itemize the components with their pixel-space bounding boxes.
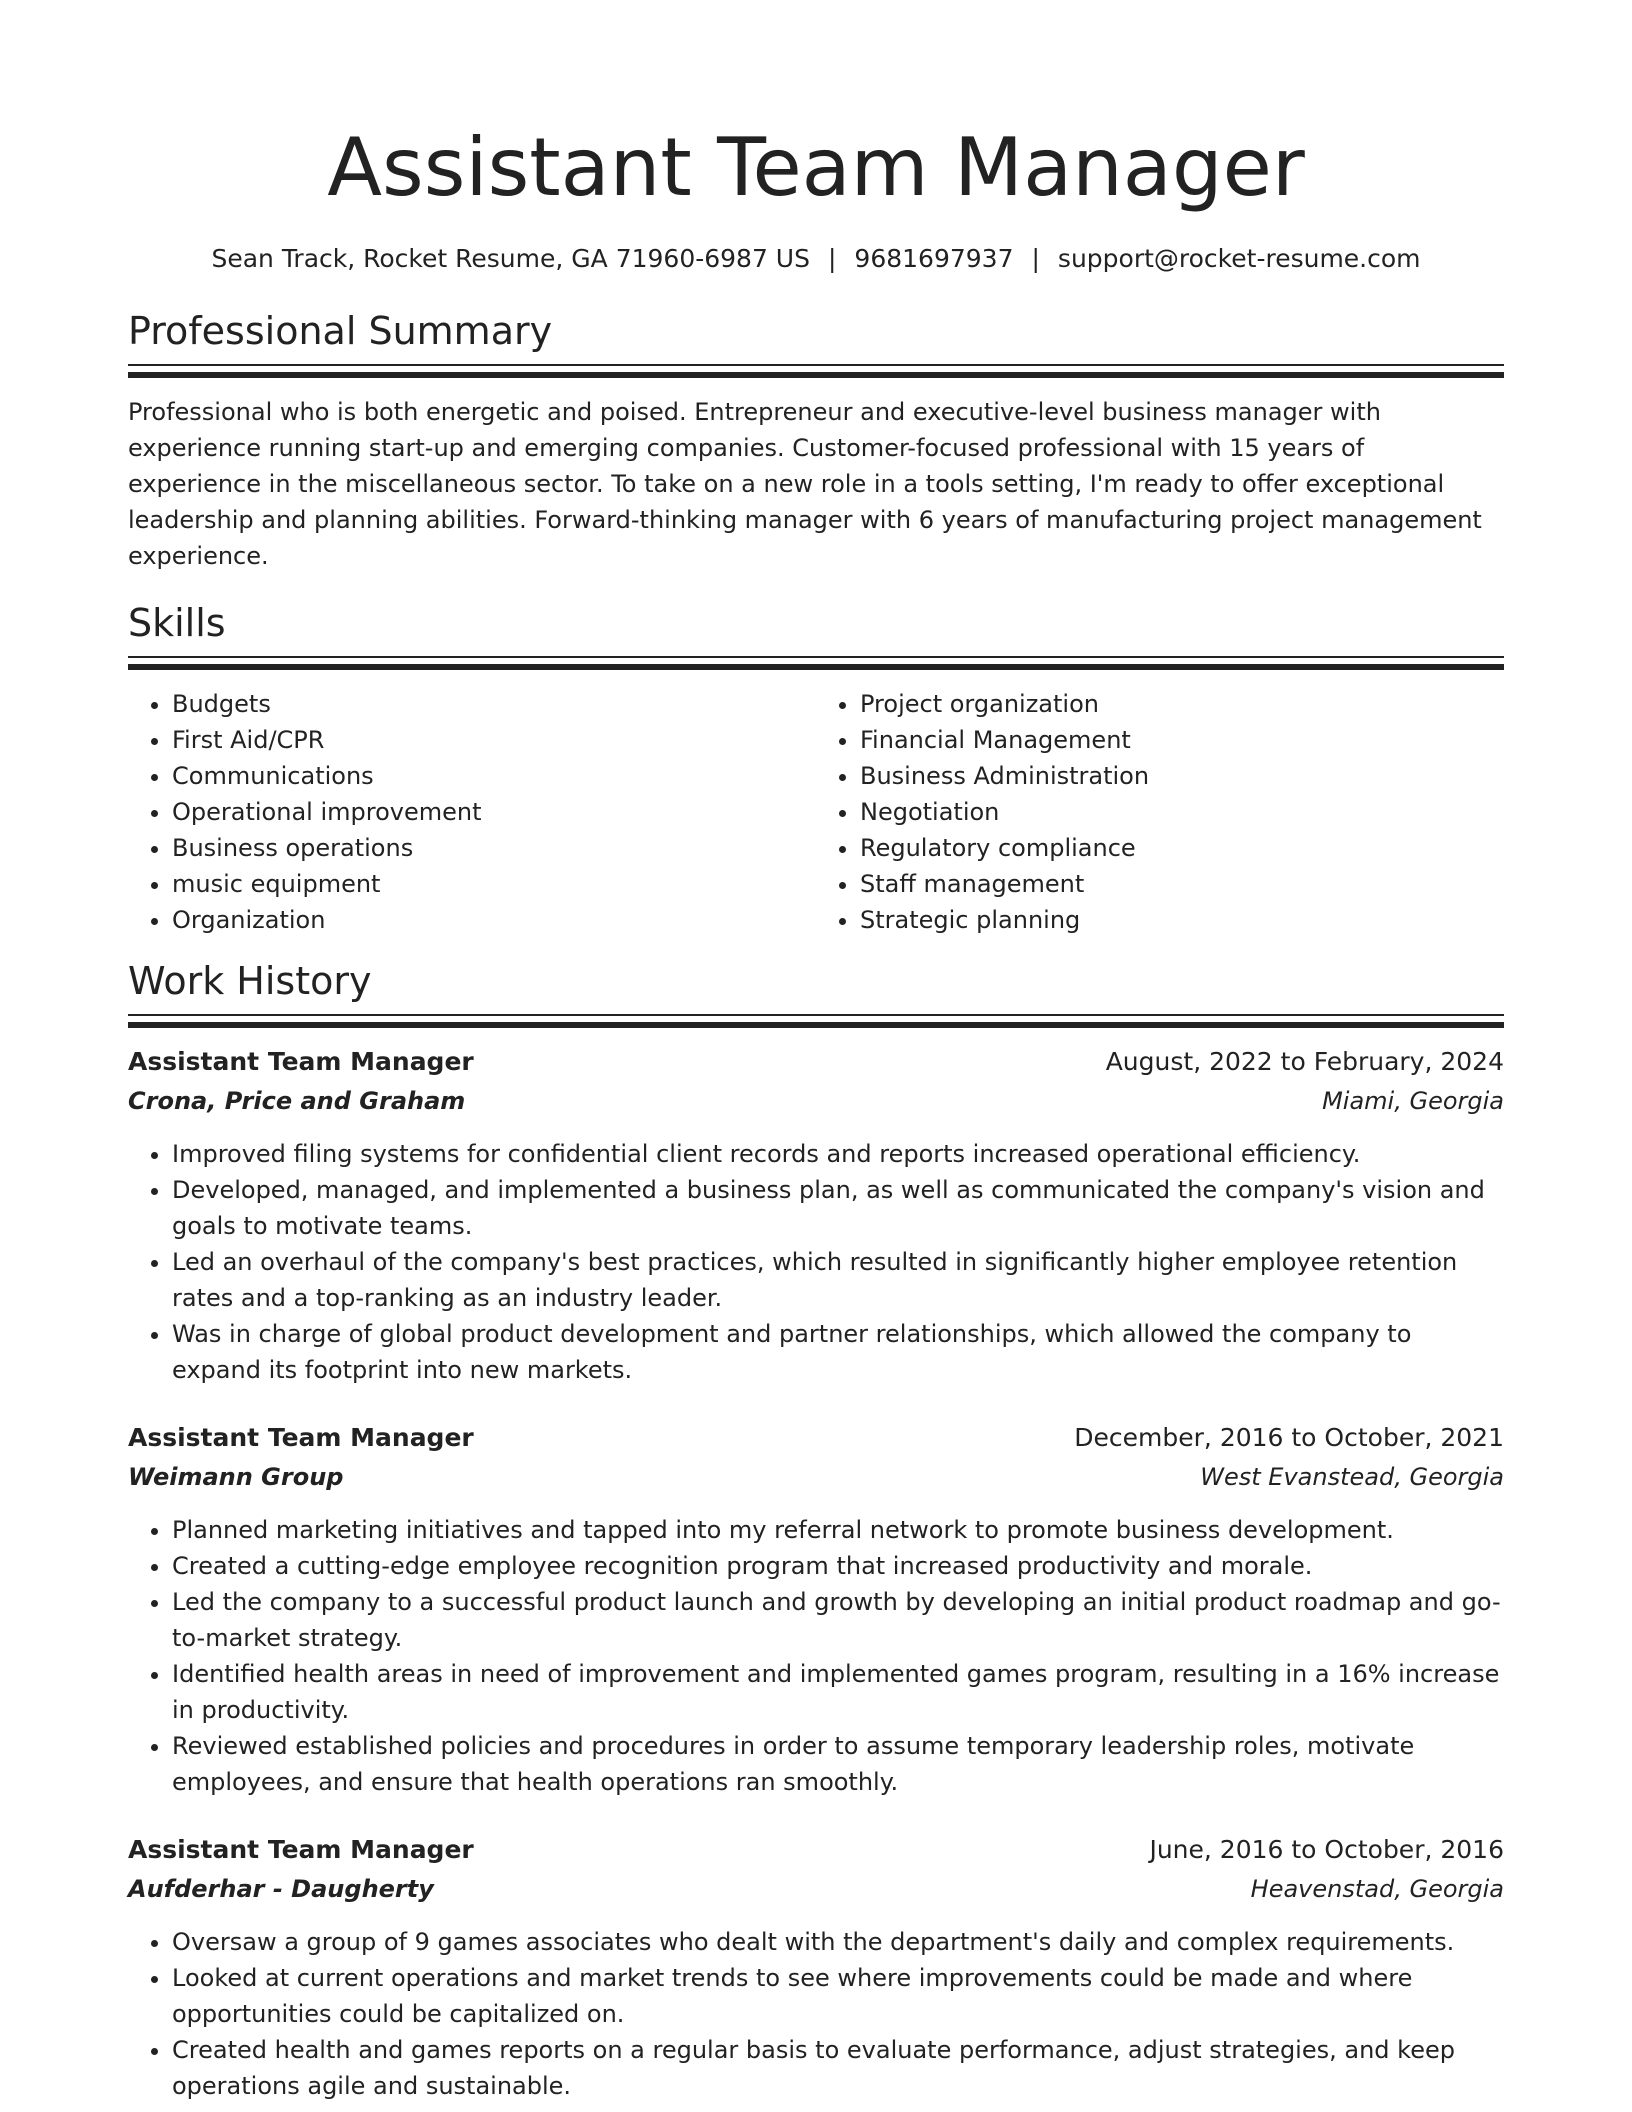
job-entry: [128, 1832, 1504, 2104]
job-subheader: [128, 1460, 1504, 1494]
skill-item: • Business operations: [172, 830, 816, 866]
skill-item: • Communications: [172, 758, 816, 794]
skills-columns: [128, 686, 1504, 938]
job-location: Miami, Georgia: [1322, 1087, 1504, 1115]
contact-phone: 9681697937: [854, 244, 1014, 273]
job-location: Heavenstad, Georgia: [1250, 1875, 1504, 1903]
job-bullet: • Led the company to a successful product launch and growth by developing an initial product roadmap and go-to-market strategy.: [172, 1584, 1504, 1656]
job-bullets: [128, 1136, 1504, 1388]
job-bullet: • Developed, managed, and implemented a business plan, as well as communicated the company's vision and goals to motivate teams.: [172, 1172, 1504, 1244]
job-bullet: • Improved filing systems for confidential client records and reports increased operational efficiency.: [172, 1136, 1504, 1172]
job-company: Crona, Price and Graham: [128, 1087, 466, 1115]
skill-item: • Organization: [172, 902, 816, 938]
skill-item: • First Aid/CPR: [172, 722, 816, 758]
section-divider: [128, 364, 1504, 378]
skill-item: • Budgets: [172, 686, 816, 722]
skill-item: • Negotiation: [860, 794, 1504, 830]
work-title: Work History: [128, 959, 372, 1003]
job-bullet: • Created health and games reports on a regular basis to evaluate performance, adjust strategies, and keep operations agile and sustainable.: [172, 2032, 1504, 2104]
job-location: West Evanstead, Georgia: [1200, 1463, 1504, 1491]
job-title: Assistant Team Manager: [128, 1047, 474, 1076]
contact-line: [128, 242, 1504, 276]
skill-item: • Strategic planning: [860, 902, 1504, 938]
skills-list-right: [816, 686, 1504, 938]
job-subheader: [128, 1084, 1504, 1118]
summary-section: [128, 308, 1504, 574]
job-header: [128, 1044, 1504, 1080]
skill-item: • Project organization: [860, 686, 1504, 722]
contact-separator: |: [1031, 244, 1040, 273]
job-company: Aufderhar - Daugherty: [128, 1875, 434, 1903]
skills-section: [128, 600, 1504, 938]
job-entry: [128, 1420, 1504, 1800]
job-title: Assistant Team Manager: [128, 1835, 474, 1864]
job-header: [128, 1832, 1504, 1868]
skill-item: • Staff management: [860, 866, 1504, 902]
job-bullet: • Reviewed established policies and procedures in order to assume temporary leadership roles, motivate employees, and ensure that health operations ran smoothly.: [172, 1728, 1504, 1800]
contact-email: support@rocket-resume.com: [1057, 244, 1421, 273]
job-bullet: • Oversaw a group of 9 games associates who dealt with the department's daily and complex requirements.: [172, 1924, 1504, 1960]
skill-item: • music equipment: [172, 866, 816, 902]
job-bullet: • Looked at current operations and market trends to see where improvements could be made and where opportunities could be capitalized on.: [172, 1960, 1504, 2032]
skill-item: • Regulatory compliance: [860, 830, 1504, 866]
job-bullet: • Identified health areas in need of improvement and implemented games program, resulting in a 16% increase in productivity.: [172, 1656, 1504, 1728]
job-company: Weimann Group: [128, 1463, 344, 1491]
section-divider: [128, 1014, 1504, 1028]
job-bullets: [128, 1512, 1504, 1800]
summary-title: Professional Summary: [128, 309, 553, 353]
contact-address: Sean Track, Rocket Resume, GA 71960-6987 US: [211, 244, 810, 273]
job-entry: [128, 1044, 1504, 1388]
skill-item: • Business Administration: [860, 758, 1504, 794]
job-bullet: • Was in charge of global product development and partner relationships, which allowed the company to expand its footprint into new markets.: [172, 1316, 1504, 1388]
job-bullet: • Created a cutting-edge employee recognition program that increased productivity and morale.: [172, 1548, 1504, 1584]
job-header: [128, 1420, 1504, 1456]
contact-separator: |: [827, 244, 837, 273]
job-title: Assistant Team Manager: [128, 1423, 474, 1452]
skills-title: Skills: [128, 601, 226, 645]
job-subheader: [128, 1872, 1504, 1906]
skills-list-left: [128, 686, 816, 938]
section-divider: [128, 656, 1504, 670]
resume-name: Assistant Team Manager: [327, 121, 1305, 214]
skill-item: • Operational improvement: [172, 794, 816, 830]
skill-item: • Financial Management: [860, 722, 1504, 758]
summary-text: Professional who is both energetic and poised. Entrepreneur and executive-level business manager with experience running start-up and emerging companies. Customer-focused professional with 15 years of experience in the miscellaneous sector. To take on a new role in a tools setting, I'm ready to offer exceptional leadership and planning abilities. Forward-thinking manager with 6 years of manufacturing project management experience.: [128, 398, 1482, 570]
job-bullet: • Planned marketing initiatives and tapped into my referral network to promote business development.: [172, 1512, 1504, 1548]
job-bullet: • Led an overhaul of the company's best practices, which resulted in significantly higher employee retention rates and a top-ranking as an industry leader.: [172, 1244, 1504, 1316]
job-dates: December, 2016 to October, 2021: [1074, 1423, 1504, 1452]
work-section: [128, 958, 1504, 2104]
job-list: [128, 1044, 1504, 2104]
job-bullets: [128, 1924, 1504, 2104]
job-dates: August, 2022 to February, 2024: [1105, 1047, 1504, 1076]
job-dates: June, 2016 to October, 2016: [1149, 1835, 1504, 1864]
